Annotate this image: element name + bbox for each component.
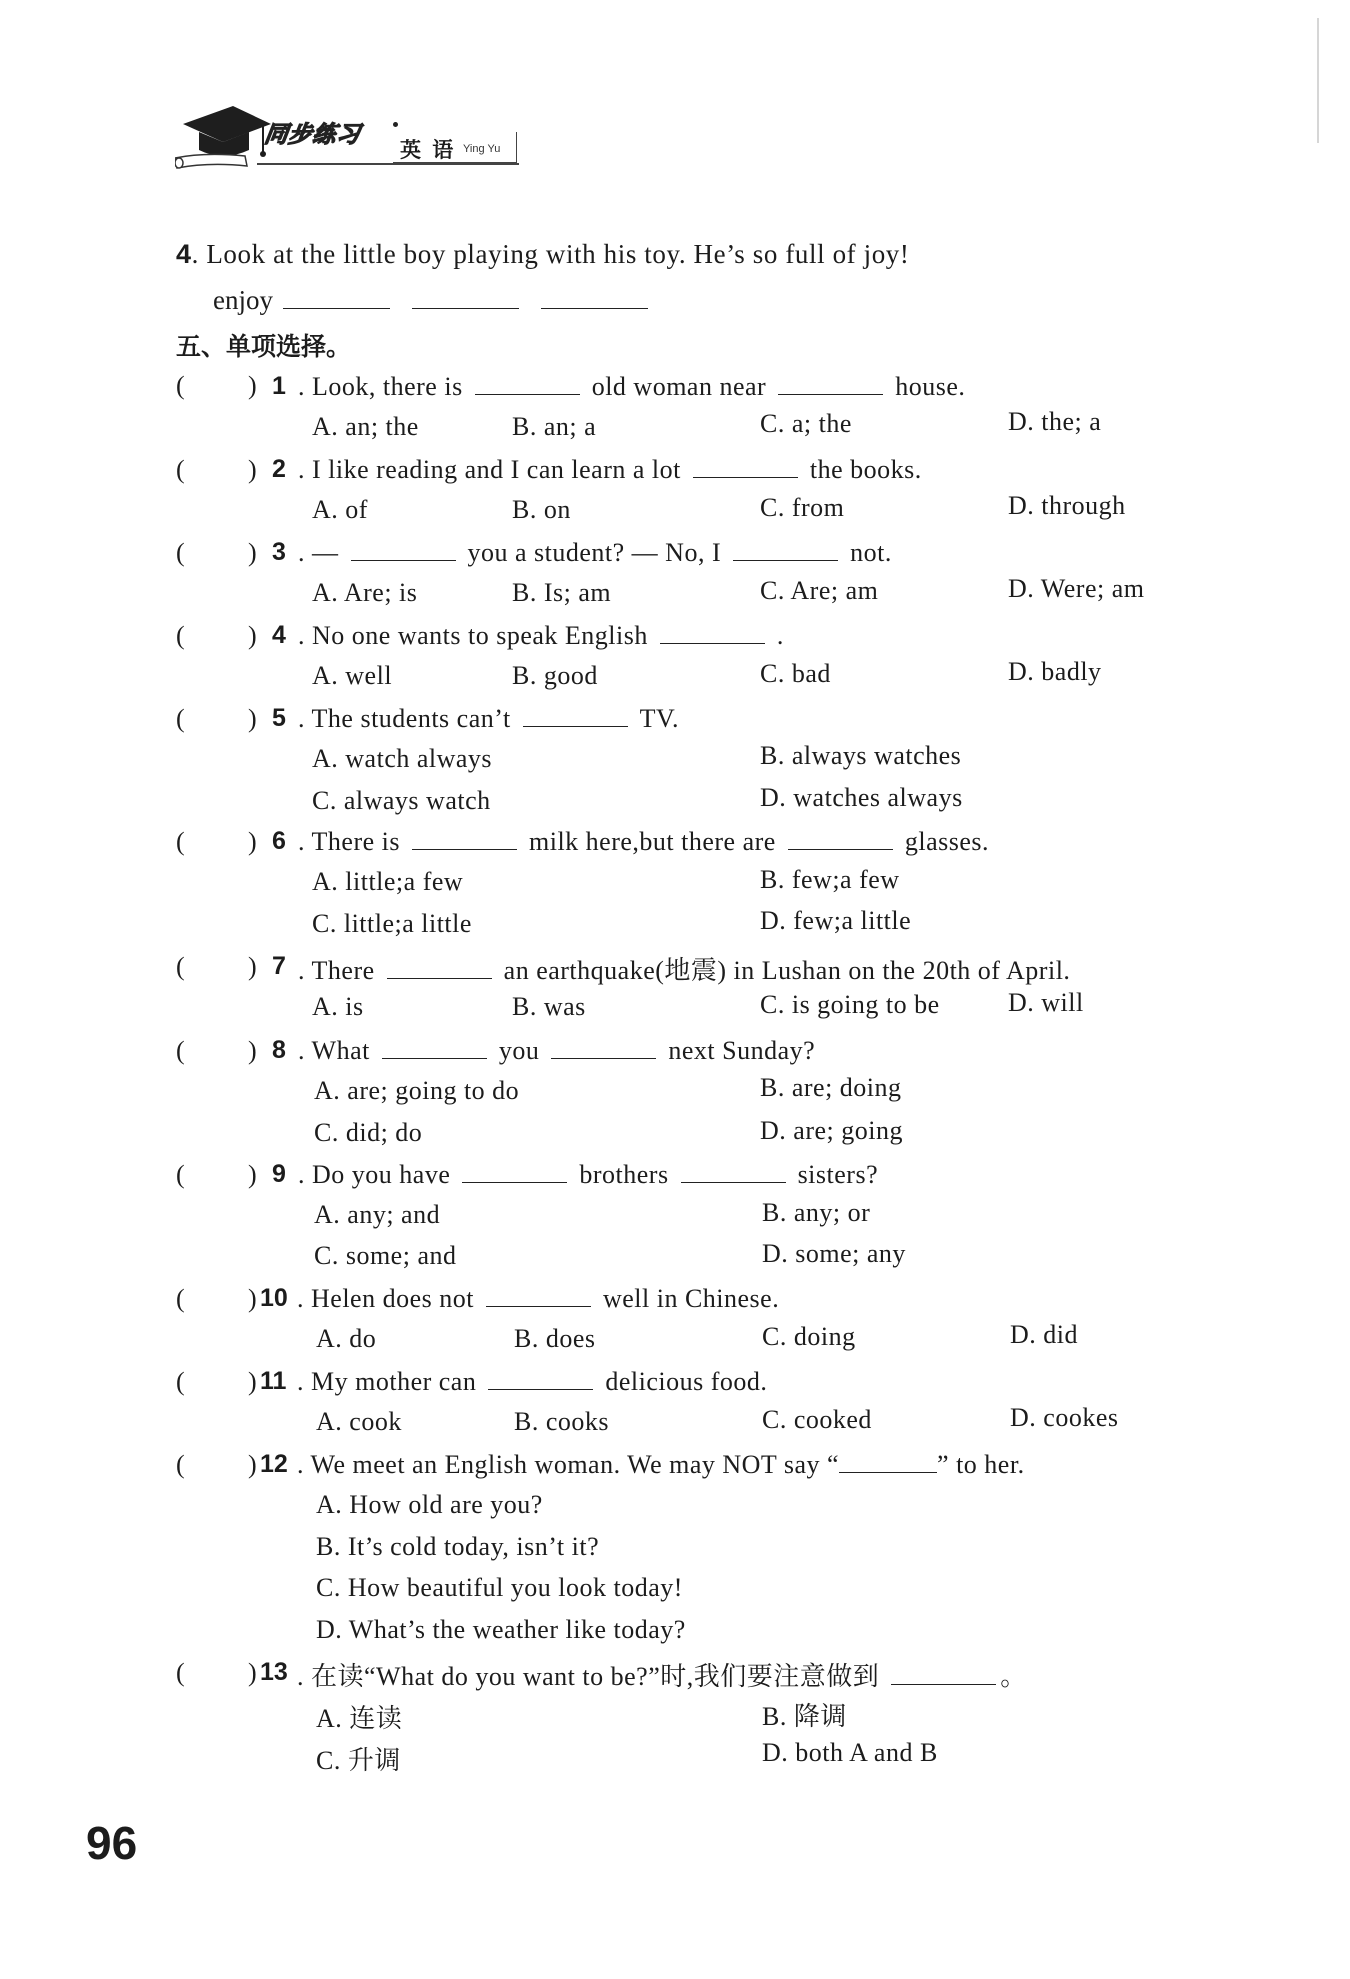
answer-bracket-close: ) <box>248 952 257 981</box>
option-b[interactable]: B. few;a few <box>760 865 900 894</box>
answer-bracket-close: ) <box>248 621 257 650</box>
option-c[interactable]: C. doing <box>762 1322 856 1351</box>
page-header <box>175 100 535 180</box>
answer-bracket-open[interactable]: ( <box>176 1658 185 1687</box>
option-a[interactable]: A. 连读 <box>316 1704 403 1733</box>
option-d[interactable]: D. did <box>1010 1320 1078 1349</box>
question-stem: . I like reading and I can learn a lot the books. <box>298 455 922 484</box>
option-b[interactable]: B. an; a <box>512 412 597 441</box>
answer-bracket-close: ) <box>248 704 257 733</box>
answer-blank[interactable] <box>788 825 893 850</box>
question-stem: . Helen does not well in Chinese. <box>297 1284 780 1313</box>
graduation-cap-icon <box>175 100 275 178</box>
answer-bracket-open[interactable]: ( <box>176 1450 185 1479</box>
option-c[interactable]: C. bad <box>760 659 831 688</box>
option-a[interactable]: A. little;a few <box>312 867 464 896</box>
answer-blank[interactable] <box>462 1158 567 1183</box>
question-number: 7 <box>272 952 286 980</box>
option-a[interactable]: A. an; the <box>312 412 419 441</box>
header-rule <box>257 163 519 165</box>
answer-blank[interactable] <box>387 954 492 979</box>
answer-bracket-open[interactable]: ( <box>176 1160 185 1189</box>
option-a[interactable]: A. watch always <box>312 744 493 773</box>
option-c[interactable]: C. always watch <box>312 786 491 815</box>
question-number: 4 <box>272 621 286 649</box>
question-number: 2 <box>272 455 286 483</box>
option-d[interactable]: D. badly <box>1008 657 1102 686</box>
option-c[interactable]: C. 升调 <box>316 1746 401 1775</box>
option-c[interactable]: C. a; the <box>760 409 852 438</box>
question-number: 8 <box>272 1036 286 1064</box>
answer-bracket-close: ) <box>248 1450 257 1479</box>
header-dot <box>393 122 398 127</box>
option-b[interactable]: B. Is; am <box>512 578 612 607</box>
question-stem: . The students can’t TV. <box>298 704 679 733</box>
subject-label: 英 语 <box>400 138 456 162</box>
question-stem: . There is milk here,but there are glasses. <box>298 827 990 856</box>
page-number: 96 <box>86 1817 138 1869</box>
answer-bracket-close: ) <box>248 1367 257 1396</box>
question-number: 9 <box>272 1160 286 1188</box>
question-number: 4 <box>176 239 192 269</box>
question-stem: . Look, there is old woman near house. <box>298 372 966 401</box>
answer-blank[interactable] <box>382 1034 487 1059</box>
answer-bracket-open[interactable]: ( <box>176 371 185 400</box>
answer-blank[interactable] <box>475 370 580 395</box>
question-number: 11 <box>260 1367 287 1395</box>
answer-bracket-open[interactable]: ( <box>176 827 185 856</box>
answer-bracket-open[interactable]: ( <box>176 1367 185 1396</box>
answer-bracket-close: ) <box>248 371 257 400</box>
question-text: . Look at the little boy playing with his toy. He’s so full of joy! <box>191 239 910 269</box>
answer-bracket-close: ) <box>248 1658 257 1687</box>
answer-bracket-close: ) <box>248 1036 257 1065</box>
rewrite-question-4 <box>176 239 910 270</box>
question-stem: . My mother can delicious food. <box>297 1367 768 1396</box>
question-stem: . 在读“What do you want to be?”时,我们要注意做到 。 <box>297 1662 1027 1691</box>
section-title: 五、单项选择。 <box>176 332 352 361</box>
answer-blank[interactable] <box>681 1158 786 1183</box>
answer-blank[interactable] <box>839 1448 937 1473</box>
answer-blank[interactable] <box>412 825 517 850</box>
option-d[interactable]: D. What’s the weather like today? <box>316 1615 686 1644</box>
question-stem: . — you a student? — No, I not. <box>298 538 892 567</box>
rewrite-answer-row <box>213 284 660 316</box>
option-b[interactable]: B. It’s cold today, isn’t it? <box>316 1532 600 1561</box>
given-word: enjoy <box>213 285 273 315</box>
question-number: 10 <box>260 1284 288 1312</box>
page-edge-rule <box>1317 18 1319 143</box>
option-d[interactable]: D. will <box>1008 988 1084 1017</box>
question-number: 12 <box>260 1450 288 1478</box>
answer-blank[interactable] <box>523 702 628 727</box>
option-c[interactable]: C. did; do <box>314 1118 423 1147</box>
answer-bracket-close: ) <box>248 1284 257 1313</box>
answer-blank[interactable] <box>660 619 765 644</box>
option-b[interactable]: B. always watches <box>760 741 962 770</box>
answer-blank[interactable] <box>351 536 456 561</box>
option-a[interactable]: A. well <box>312 661 393 690</box>
option-a[interactable]: A. of <box>312 495 368 524</box>
question-stem: . Do you have brothers sisters? <box>298 1160 879 1189</box>
question-number: 6 <box>272 827 286 855</box>
option-a[interactable]: A. any; and <box>314 1200 441 1229</box>
option-b[interactable]: B. was <box>512 992 586 1021</box>
option-b[interactable]: B. cooks <box>514 1407 609 1436</box>
question-stem: . There an earthquake(地震) in Lushan on the 20th of April. <box>298 956 1071 985</box>
option-b[interactable]: B. are; doing <box>760 1073 902 1102</box>
answer-blank[interactable] <box>891 1660 996 1685</box>
answer-bracket-open[interactable]: ( <box>176 704 185 733</box>
option-c[interactable]: C. little;a little <box>312 909 472 938</box>
question-stem: . No one wants to speak English . <box>298 621 784 650</box>
option-d[interactable]: D. both A and B <box>762 1738 938 1767</box>
answer-blank[interactable] <box>283 284 390 309</box>
answer-blank[interactable] <box>412 284 519 309</box>
answer-blank[interactable] <box>733 536 838 561</box>
option-d[interactable]: D. are; going <box>760 1116 903 1145</box>
answer-bracket-open[interactable]: ( <box>176 1036 185 1065</box>
answer-bracket-open[interactable]: ( <box>176 1284 185 1313</box>
question-number: 13 <box>260 1658 288 1686</box>
option-a[interactable]: A. is <box>312 992 364 1021</box>
option-b[interactable]: B. good <box>512 661 598 690</box>
answer-blank[interactable] <box>778 370 883 395</box>
option-b[interactable]: B. on <box>512 495 571 524</box>
answer-bracket-close: ) <box>248 1160 257 1189</box>
answer-bracket-open[interactable]: ( <box>176 538 185 567</box>
option-c[interactable]: C. some; and <box>314 1241 457 1270</box>
subject-pinyin: Ying Yu <box>463 143 501 155</box>
option-c[interactable]: C. cooked <box>762 1405 872 1434</box>
answer-bracket-open[interactable]: ( <box>176 952 185 981</box>
option-d[interactable]: D. cookes <box>1010 1403 1119 1432</box>
answer-blank[interactable] <box>486 1282 591 1307</box>
answer-bracket-open[interactable]: ( <box>176 621 185 650</box>
option-a[interactable]: A. are; going to do <box>314 1076 520 1105</box>
answer-blank[interactable] <box>488 1365 593 1390</box>
option-b[interactable]: B. any; or <box>762 1198 871 1227</box>
option-c[interactable]: C. from <box>760 493 845 522</box>
answer-bracket-close: ) <box>248 827 257 856</box>
answer-blank[interactable] <box>693 453 798 478</box>
option-a[interactable]: A. How old are you? <box>316 1490 543 1519</box>
option-c[interactable]: C. is going to be <box>760 990 940 1019</box>
option-d[interactable]: D. few;a little <box>760 906 912 935</box>
question-stem: . We meet an English woman. We may NOT say “ ” to her. <box>297 1450 1025 1479</box>
answer-blank[interactable] <box>541 284 648 309</box>
answer-blank[interactable] <box>551 1034 656 1059</box>
option-a[interactable]: A. Are; is <box>312 578 418 607</box>
option-c[interactable]: C. How beautiful you look today! <box>316 1573 683 1602</box>
answer-bracket-open[interactable]: ( <box>176 455 185 484</box>
option-c[interactable]: C. Are; am <box>760 576 879 605</box>
option-d[interactable]: D. through <box>1008 491 1126 520</box>
option-b[interactable]: B. 降调 <box>762 1702 847 1731</box>
question-stem: . What you next Sunday? <box>298 1036 816 1065</box>
question-number: 3 <box>272 538 286 566</box>
answer-bracket-close: ) <box>248 538 257 567</box>
option-a[interactable]: A. do <box>316 1324 377 1353</box>
series-title: 同步练习 <box>262 122 363 148</box>
option-d[interactable]: D. watches always <box>760 783 963 812</box>
question-number: 5 <box>272 704 286 732</box>
option-d[interactable]: D. some; any <box>762 1239 906 1268</box>
question-number: 1 <box>272 372 286 400</box>
option-b[interactable]: B. does <box>514 1324 596 1353</box>
option-d[interactable]: D. Were; am <box>1008 574 1145 603</box>
option-d[interactable]: D. the; a <box>1008 407 1102 436</box>
option-a[interactable]: A. cook <box>316 1407 402 1436</box>
answer-bracket-close: ) <box>248 455 257 484</box>
